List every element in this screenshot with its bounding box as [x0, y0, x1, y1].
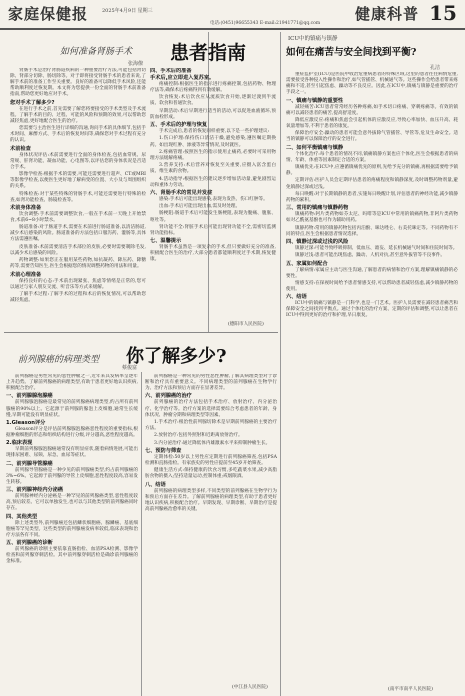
subheading: 1.Gleason评分	[6, 419, 46, 426]
paragraph: 前列腺癌的诊断主要依靠直肠指检、血清PSA检测、影像学检查和前列腺穿刺活检。其中前列腺穿刺活检是确诊前列腺癌的金标准。	[6, 547, 138, 565]
paragraph: 特殊检查:对于某些特殊的肾肠手术,可能还需要进行特殊的检查,如肾功能检查、肠镜检查等。	[10, 191, 146, 203]
paragraph: 肠道准备:对于肠道手术,需要在术前进行肠道准备,以清洁肠道,减少术后感染的风险。肠道准备的方法包括口服泻药、灌肠等,具体方法需遵医嘱。	[10, 225, 146, 243]
paragraph: 4.活动指导:根据医生的建议逐步增加活动量,避免剧烈运动和重体力劳动。	[150, 176, 276, 188]
paragraph: 健康生活方式:保持健康的饮食习惯,多吃蔬菜水果,减少高脂肪食物的摄入;坚持适量运动,控制体重;戒烟限酒。	[145, 468, 277, 480]
subheading: 五、前列腺癌的诊断	[6, 540, 53, 547]
paragraph: 饮食调整:手术前需要调整饮食,一般在手术前一天晚上开始禁食,术前6~8小时禁水。	[10, 211, 146, 223]
subheading: 四、手术后的准备	[150, 68, 192, 74]
paragraph: 镇痛优先:在ICU中,应遵循镇痛优先的原则,先给予充分的镇痛,再根据需要给予镇静。	[286, 165, 458, 177]
article2-column-1	[6, 374, 138, 692]
paragraph: 在进行手术之前,首先需要了解您将要接受的手术类型及手术流程。了解手术的目的、过程、可能的风险和预期的效果,可以帮助您减轻焦虑,更好地配合医生的治疗。	[10, 106, 146, 124]
paragraph: 药物调整:如果您正在服用某些药物,如抗凝药、降压药、降糖药等,需要告知医生,医生会根据您的情况调整药物的用法和用量。	[10, 258, 146, 270]
subheading: 七、温馨提示	[150, 238, 182, 245]
article3-title: 如何在痛苦与安全间找到平衡?	[286, 47, 417, 58]
article-separator	[4, 332, 278, 333]
paragraph: 定期评估:医护人员会定期评估患者的疼痛程度和镇静深度,及时调整药物剂量,避免镇静过深或过浅。	[286, 178, 458, 190]
section-title: 健康科普	[355, 5, 420, 23]
paragraph: 保持良好的心态:手术前出现紧张、焦虑等情绪是正常的,您可以通过与家人朋友交流、听音乐等方式来缓解。	[10, 278, 146, 290]
paragraph: 肠梗阻:肠道手术后可能发生肠梗阻,表现为腹痛、腹胀、呕吐等。	[150, 211, 276, 223]
paragraph: 镇静药物:常用的镇静药物包括丙泊酚、咪达唑仑、右美托咪定等。不同药物有不同的特点,医生会根据患者情况选择。	[286, 225, 458, 237]
paragraph: 您需要与主治医生进行详细的沟通,询问手术的具体细节,包括手术时间、麻醉方式、手术后的恢复时间等,确保您对手术过程有充分的认识。	[10, 126, 146, 144]
paragraph: 早期前列腺腺泡腺癌通常没有明显症状,随着病情进展,可能出现排尿困难、尿频、尿急、血尿等症状。	[6, 447, 138, 459]
paragraph: 前列腺导管腺癌是一种少见的前列腺癌类型,约占前列腺癌的3%~6%。它起源于前列腺的导管上皮细胞,恶性程度较高,容易发生转移。	[6, 467, 138, 485]
subheading: 四、镇静过深或过浅的风险	[286, 238, 349, 245]
paragraph: 除上述类型外,前列腺癌还包括鳞状细胞癌、腺鳞癌、基底细胞癌等罕见类型。这些类型的前列腺癌发病率较低,临床表现和治疗方法各有不同。	[6, 520, 138, 538]
paragraph: 出血:手术后可能出现出血,需及时处理。	[159, 204, 241, 210]
paragraph: 减轻痛苦:ICU患者常常经历各种疼痛,如手术切口疼痛、穿刺疼痛等。有效的镇痛可以减轻患者的痛苦,提高舒适度。	[286, 104, 458, 116]
paragraph: 前列腺癌的治疗方法包括手术治疗、放射治疗、内分泌治疗、化学治疗等。治疗方案的选择需要综合考虑患者的年龄、身体状况、肿瘤分期和病理类型等因素。	[145, 400, 277, 418]
paragraph: 重症监护室(ICU)是医院中收治危重病患者的特殊区域,这里的患者往往病情危重,需要接受各种侵入性操作和治疗,如气管插管、机械通气等。这些操作会给患者带来疼痛和不适,甚至引起焦虑、躁动等不良反应。因此,在ICU中,镇痛与镇静是重要的治疗手段之一。	[286, 72, 458, 96]
subheading: 一、镇痛与镇静的重要性	[286, 97, 344, 104]
contact-info: 电话:(0451)96655343 E-mail:21941771@qq.com	[210, 21, 321, 26]
subheading: 二、如何平衡镇痛与镇静	[286, 144, 344, 151]
issue-date: 2025年4月9日 星期三	[102, 8, 153, 14]
paragraph: 前列腺癌是男性常见的恶性肿瘤之一,近年来其发病率呈逐年上升趋势。了解前列腺癌的病理类型,有助于患者更好地认识疾病,积极配合治疗。	[6, 374, 138, 392]
paragraph: 感染:手术后可能出现感染,表现为发热、伤口红肿等。	[159, 196, 268, 202]
paragraph: 疼痛控制:根据医生的指示进行疼痛控制,包括药物、物理疗法等,确保术后疼痛得到有效缓解。	[150, 82, 276, 94]
article1-kicker: 如何准备肾肠手术	[60, 47, 133, 57]
paragraph: 前列腺神经内分泌癌是一种罕见的前列腺癌类型,恶性程度较高,预后较差。它可以单独发生,也可以与其他类型的前列腺癌同时存在。	[6, 494, 138, 512]
article1-column-2	[150, 68, 276, 318]
subheading: 三、前列腺神经内分泌癌	[6, 487, 64, 494]
article2-title: 你了解多少?	[126, 346, 227, 367]
article2-byline: 蔡俊富	[122, 365, 138, 371]
subheading: 术前身体准备	[10, 204, 42, 211]
article2-kicker: 前列腺癌的病理类型	[18, 355, 100, 365]
article3-column	[286, 72, 458, 682]
paragraph: 每日唤醒:对于长期镇静的患者,实施每日唤醒计划,评估患者的神经功能,减少镇静药物的累积。	[286, 191, 458, 203]
subheading: 五、手术后的护理与恢复	[150, 122, 208, 129]
page-header	[0, 0, 465, 30]
paragraph: 2.疼痛管理:按照医生的指示使用止痛药,必要时可采用物理方法缓解疼痛。	[150, 149, 276, 161]
paragraph: 1.伤口护理:保持伤口清洁干燥,避免感染,遵医嘱定期换药。如出现红肿、渗液等异常情况,及时就医。	[150, 136, 276, 148]
subheading: 六、结语	[286, 294, 307, 301]
paragraph: 肾功能不全:肾脏手术后可能出现肾功能不全,需密切监测肾功能指标。	[150, 224, 276, 236]
paragraph: 1.手术治疗:根治性前列腺切除术是早期前列腺癌的主要治疗方法。	[145, 419, 277, 432]
paragraph: 镇痛药物:阿片类药物如芬太尼、吗啡等是ICU中常用的镇痛药物,非阿片类药物如对乙酰氨基酚也可作为辅助用药。	[286, 212, 458, 224]
paragraph: 定期体检:50岁以上男性应定期进行前列腺癌筛查,包括PSA检测和直肠指检。有家族史的男性应提前至45岁开始筛查。	[145, 454, 277, 466]
paragraph: 饮食恢复:术后饮食应从流质饮食开始,逐渐过渡到半流质、软食和普通饮食。	[150, 95, 276, 107]
paragraph: Gleason评分是评估前列腺腺泡腺癌恶性程度的重要指标,根据肿瘤细胞的形态和组织结构进行分级,评分越高,恶性程度越高。	[6, 426, 138, 439]
paragraph: 镇静过深:可能导致呼吸抑制、低血压、谵妄、延长机械通气时间和住院时间等。	[295, 245, 458, 251]
paragraph: 肾肠手术虽然是一项复杂的手术,但只要做好充分的准备,积极配合医生的治疗,大部分患者都能顺利度过手术期,恢复健康。	[150, 245, 276, 263]
subheading: 术前检查	[10, 145, 31, 152]
article1-column-1	[10, 68, 146, 330]
subheading: 二、前列腺导管腺癌	[6, 460, 53, 467]
subheading: 您对手术了解多少?	[10, 99, 55, 106]
newspaper-title: 家庭保健报	[8, 5, 89, 23]
paragraph: 前列腺腺泡腺癌是最常见的前列腺癌病理类型,约占所有前列腺癌的90%以上。它起源于前列腺的腺泡上皮细胞,通常生长缓慢,早期可能没有明显症状。	[6, 400, 138, 418]
paragraph: 手术完成后,患者的恢复同样重要,以下是一些护理建议:	[159, 129, 270, 135]
subheading: 六、肾肠手术的常见并发症	[150, 189, 213, 196]
article3-kicker: ICU中的镇痛与镇静	[288, 36, 338, 42]
subheading: 七、预防与筛查	[145, 447, 182, 454]
article1-byline: 张海僚	[128, 61, 144, 67]
paragraph: 影像学检查:根据手术的需要,可能还需要进行超声、CT或MRI等影像学检查,以便医生更好地了解病变的位置、大小及与周围组织的关系。	[10, 172, 146, 190]
article1-headline	[40, 34, 270, 62]
article1-title: 患者指南	[170, 42, 247, 64]
subheading: 五、家属如何配合	[286, 260, 328, 267]
paragraph: 2.放射治疗:包括外照射和近距离放射治疗。	[154, 433, 243, 439]
paragraph: 降低应激反应:疼痛和焦虑会引起机体的应激反应,导致心率加快、血压升高、耗氧量增加等,不利于患者的康复。	[286, 117, 458, 130]
paragraph: 前列腺癌的病理类型多样,不同类型的前列腺癌在生物学行为和预后方面存在差异。了解前列腺癌的病理类型,有助于患者更好地认识疾病,积极配合治疗。早期发现、早期诊断、早期治疗是提高前列腺癌治愈率的关键。	[145, 488, 277, 512]
paragraph: 皮肤准备:术前需要清洁手术部位的皮肤,必要时需要剃除毛发,以减少术后感染的风险。	[10, 244, 146, 256]
article3-byline: 孔洁	[430, 65, 441, 71]
column-divider	[280, 32, 281, 696]
paragraph: 肾肠手术是治疗肾肠道疾病的一种重要治疗方法,可能包括肾切除、肾部分切除、肠切除等。对于即将接受肾肠手术的患者来说,了解手术前的准备工作至关重要。良好的准备可以降低手术风险,还能帮助顺利度过恢复期。本文将为您提供一份全面的肾肠手术前准备指南,帮助您更好地应对手术。	[10, 68, 146, 98]
subheading: 术前心理准备	[10, 271, 42, 278]
subheading: 八、结语	[145, 481, 166, 488]
article1-source: (德阳市人民医院)	[228, 322, 264, 327]
paragraph: 个体化治疗:每个患者的情况不同,镇痛镇静方案也应个体化,医生会根据患者的病情、年龄、体重等因素制定合适的方案。	[286, 151, 458, 163]
subheading: 一、前列腺腺泡腺癌	[6, 393, 53, 400]
article3-source: (南平市南平人民医院)	[388, 687, 433, 692]
paragraph: 身体状况评估:术前需要进行全面的身体检查,包括血常规、尿常规、肝肾功能、凝血功能、心电图等,以评估您的身体状况是否适合手术。	[10, 152, 146, 170]
paragraph: 早期活动:术后早期进行适当的活动,可以促进血液循环,预防血栓形成。	[150, 108, 276, 120]
article2-source: (中江县人民医院)	[232, 685, 268, 690]
paragraph: 3.营养支持:术后营养对恢复至关重要,应摄入富含蛋白质、维生素的食物。	[150, 163, 276, 175]
paragraph: 了解手术过程:了解手术的过程和术后的恢复情况,可以帮助您减轻焦虑。	[10, 291, 146, 303]
paragraph: 3.内分泌治疗:通过降低体内雄激素水平来抑制肿瘤生长。	[154, 440, 271, 446]
paragraph: 了解病情:家属应主动与医生沟通,了解患者的病情和治疗方案,理解镇痛镇静的必要性。	[286, 267, 458, 279]
paragraph: 情感支持:在探视时间给予患者情感支持,可以帮助患者减轻焦虑,减少镇静药物的使用。	[286, 280, 458, 292]
article2-headline	[10, 338, 276, 368]
page-number: 15	[429, 1, 457, 25]
paragraph: 镇静过浅:患者可能出现焦虑、躁动、人机对抗,甚至意外拔管等不良事件。	[295, 253, 446, 259]
paragraph: 前列腺癌是一种常见的男性恶性肿瘤,了解其病理类型对于诊断和治疗具有重要意义。不同病理类型的前列腺癌在生物学行为、治疗方法和预后方面存在显著差异。	[145, 374, 277, 392]
paragraph: ICU中的镇痛与镇静是一门科学,也是一门艺术。医护人员需要在减轻患者痛苦和保障安全之间找到平衡点。通过个体化的治疗方案、定期的评估和调整,可以让患者在ICU中得到更好的治疗和护理,早日康复。	[286, 301, 458, 319]
article2-column-2	[145, 374, 277, 680]
subheading: 手术后,应立即进入复苏室。	[150, 75, 215, 81]
column-divider	[141, 372, 142, 696]
subheading: 四、其他类型	[6, 513, 38, 520]
subheading: 六、前列腺癌的治疗	[145, 393, 192, 400]
subheading: 三、常用的镇痛与镇静药物	[286, 205, 349, 212]
subheading: 2.临床表现	[6, 440, 33, 447]
paragraph: 保障治疗安全:躁动的患者可能会意外拔除气管插管、导管等,危及生命安全。适当的镇静可以保障治疗的安全进行。	[286, 131, 458, 143]
